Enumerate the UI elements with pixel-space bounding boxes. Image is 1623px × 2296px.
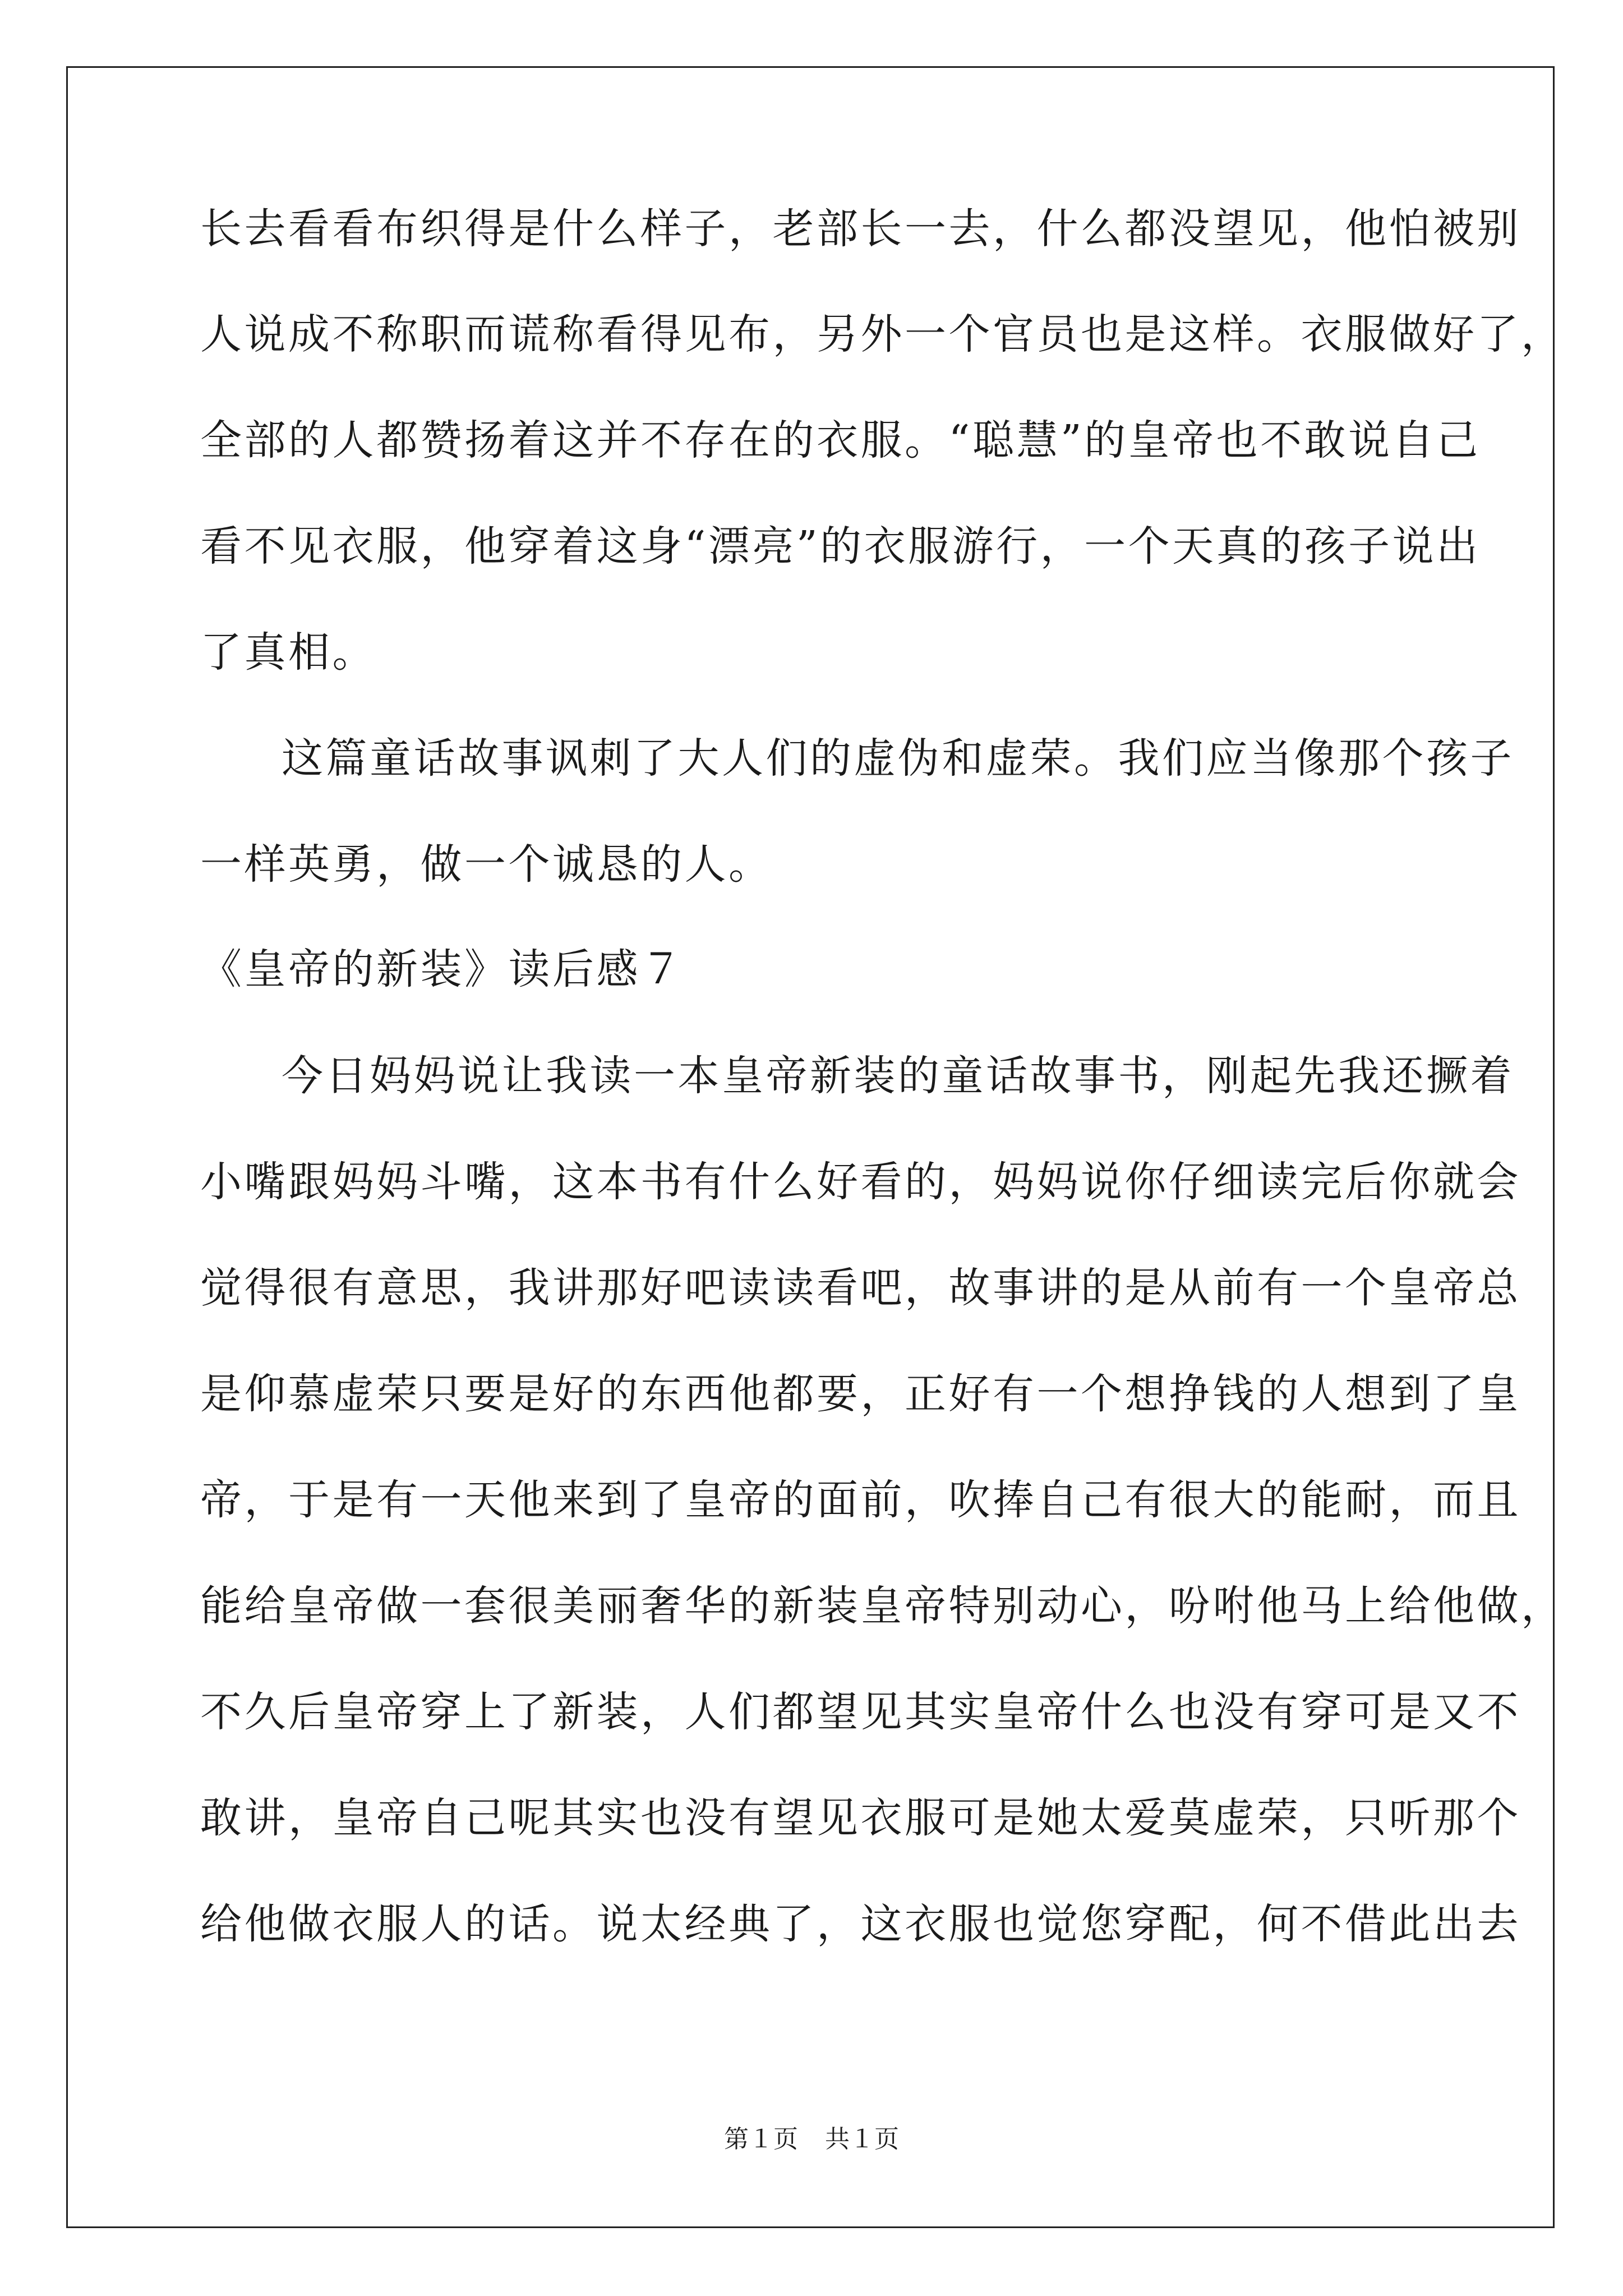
- text-line: 全部的人都赞扬着这并不存在的衣服。“聪慧”的皇帝也不敢说自己: [200, 416, 1481, 464]
- text-line: 能给皇帝做一套很美丽奢华的新装皇帝特别动心，吩咐他马上给他做，: [200, 1582, 1565, 1630]
- text-line: 给他做衣服人的话。说太经典了，这衣服也觉您穿配，何不借此出去: [200, 1900, 1521, 1948]
- text-line: 长去看看布织得是什么样子，老部长一去，什么都没望见，他怕被别: [200, 205, 1521, 253]
- section-heading: 《皇帝的新装》读后感７: [200, 945, 685, 993]
- paragraph-start-line: 这篇童话故事讽刺了大人们的虚伪和虚荣。我们应当像那个孩子: [282, 734, 1514, 783]
- page-footer: [0, 2124, 1623, 2155]
- text-line: 不久后皇帝穿上了新装，人们都望见其实皇帝什么也没有穿可是又不: [200, 1688, 1521, 1736]
- text-line: 敢讲，皇帝自己呢其实也没有望见衣服可是她太爱莫虚荣，只听那个: [200, 1794, 1521, 1842]
- text-line: 了真相。: [200, 628, 376, 677]
- page-number: 第１页: [724, 2125, 798, 2154]
- text-line: 觉得很有意思，我讲那好吧读读看吧，故事讲的是从前有一个皇帝总: [200, 1264, 1521, 1312]
- paragraph-start-line: 今日妈妈说让我读一本皇帝新装的童话故事书，刚起先我还撅着: [282, 1052, 1514, 1100]
- page-total: 共１页: [825, 2125, 899, 2154]
- text-line: 是仰慕虚荣只要是好的东西他都要，正好有一个想挣钱的人想到了皇: [200, 1370, 1521, 1418]
- text-line: 看不见衣服，他穿着这身“漂亮”的衣服游行，一个天真的孩子说出: [200, 522, 1481, 570]
- text-line: 一样英勇，做一个诚恳的人。: [200, 840, 773, 889]
- text-line: 小嘴跟妈妈斗嘴，这本书有什么好看的，妈妈说你仔细读完后你就会: [200, 1158, 1521, 1206]
- text-line: 人说成不称职而谎称看得见布，另外一个官员也是这样。衣服做好了，: [200, 310, 1565, 358]
- text-line: 帝，于是有一天他来到了皇帝的面前，吹捧自己有很大的能耐，而且: [200, 1476, 1521, 1524]
